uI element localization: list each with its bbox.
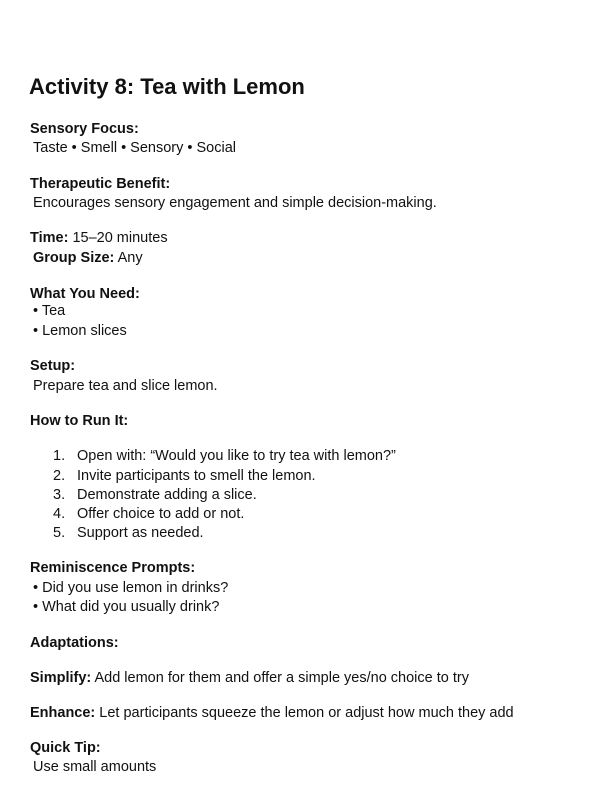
what-you-need-label: What You Need:: [30, 286, 140, 302]
sensory-focus-value: Taste • Smell • Sensory • Social: [33, 140, 236, 156]
group-size-value: Any: [117, 250, 143, 266]
step-text: Support as needed.: [77, 525, 204, 541]
list-item: • Lemon slices: [33, 323, 127, 339]
list-item: • Tea: [33, 303, 66, 319]
step-text: Invite participants to smell the lemon.: [77, 468, 316, 484]
quick-tip-label: Quick Tip:: [30, 740, 101, 756]
enhance-label: Enhance:: [30, 705, 96, 721]
how-to-run-label: How to Run It:: [30, 413, 129, 429]
page-title: Activity 8: Tea with Lemon: [29, 74, 305, 99]
enhance-line: [30, 704, 514, 722]
therapeutic-benefit-label: Therapeutic Benefit:: [30, 176, 171, 192]
step-text: Demonstrate adding a slice.: [77, 487, 257, 503]
group-size-line: [33, 249, 143, 267]
adaptations-label: Adaptations:: [30, 635, 119, 651]
reminiscence-label: Reminiscence Prompts:: [30, 560, 196, 576]
therapeutic-benefit-value: Encourages sensory engagement and simple decision-making.: [33, 195, 437, 211]
step-number: 3.: [53, 487, 66, 503]
list-item: • Did you use lemon in drinks?: [33, 580, 229, 596]
time-value: 15–20 minutes: [72, 230, 168, 246]
sensory-focus-label: Sensory Focus:: [30, 121, 139, 137]
quick-tip-value: Use small amounts: [33, 759, 157, 775]
step-number: 2.: [53, 468, 66, 484]
step-number: 1.: [53, 448, 66, 464]
setup-value: Prepare tea and slice lemon.: [33, 378, 218, 394]
setup-label: Setup:: [30, 358, 76, 374]
time-label: Time:: [30, 230, 69, 246]
step-text: Open with: “Would you like to try tea with lemon?”: [77, 448, 396, 464]
step-number: 4.: [53, 506, 66, 522]
simplify-line: [30, 669, 469, 687]
list-item: • What did you usually drink?: [33, 599, 220, 615]
group-size-label: Group Size:: [33, 250, 115, 266]
time-line: [30, 229, 168, 247]
step-text: Offer choice to add or not.: [77, 506, 245, 522]
step-number: 5.: [53, 525, 66, 541]
enhance-value: Let participants squeeze the lemon or adjust how much they add: [99, 705, 514, 721]
simplify-value: Add lemon for them and offer a simple yes/no choice to try: [94, 670, 469, 686]
simplify-label: Simplify:: [30, 670, 92, 686]
